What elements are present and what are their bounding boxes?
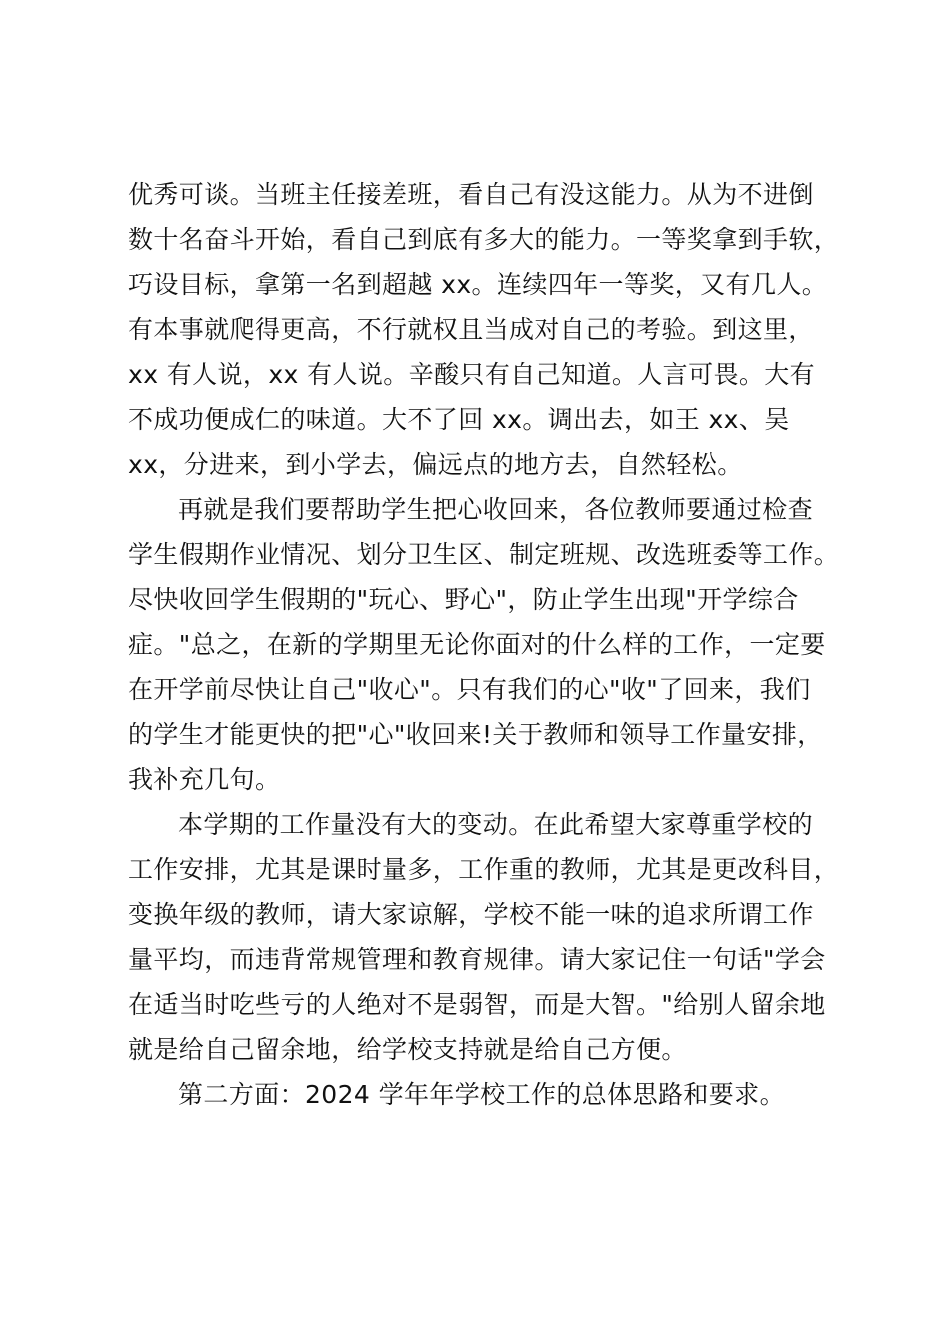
text-line: 的学生才能更快的把"心"收回来!关于教师和领导工作量安排，: [128, 720, 823, 749]
text-line: 不成功便成仁的味道。大不了回 xx。调出去，如王 xx、吴: [128, 405, 790, 434]
paragraph-start-line: 本学期的工作量没有大的变动。在此希望大家尊重学校的: [178, 810, 814, 839]
text-line: 有本事就爬得更高，不行就权且当成对自己的考验。到这里，: [128, 315, 814, 344]
text-line: 症。"总之，在新的学期里无论你面对的什么样的工作，一定要: [128, 630, 826, 659]
text-line: xx，分进来，到小学去，偏远点的地方去，自然轻松。: [128, 450, 743, 479]
text-line: 工作安排，尤其是课时量多，工作重的教师，尤其是更改科目，: [128, 855, 840, 884]
text-line: 在开学前尽快让自己"收心"。只有我们的心"收"了回来，我们: [128, 675, 811, 704]
text-line: 数十名奋斗开始，看自己到底有多大的能力。一等奖拿到手软，: [128, 225, 840, 254]
text-line: 尽快收回学生假期的"玩心、野心"，防止学生出现"开学综合: [128, 585, 799, 614]
text-line: 在适当时吃些亏的人绝对不是弱智，而是大智。"给别人留余地: [128, 990, 826, 1019]
text-line: 优秀可谈。当班主任接差班，看自己有没这能力。从为不进倒: [128, 180, 814, 209]
text-line: 就是给自己留余地，给学校支持就是给自己方便。: [128, 1035, 687, 1064]
section-heading-line: 第二方面：2024 学年年学校工作的总体思路和要求。: [178, 1080, 785, 1109]
paragraph-start-line: 再就是我们要帮助学生把心收回来，各位教师要通过检查: [178, 495, 814, 524]
text-line: 量平均，而违背常规管理和教育规律。请大家记住一句话"学会: [128, 945, 826, 974]
text-line: 我补充几句。: [128, 765, 281, 794]
text-line: 巧设目标，拿第一名到超越 xx。连续四年一等奖，又有几人。: [128, 270, 828, 299]
text-line: 学生假期作业情况、划分卫生区、制定班规、改选班委等工作。: [128, 540, 840, 569]
text-line: 变换年级的教师，请大家谅解，学校不能一味的追求所谓工作: [128, 900, 814, 929]
text-line: xx 有人说，xx 有人说。辛酸只有自己知道。人言可畏。大有: [128, 360, 816, 389]
